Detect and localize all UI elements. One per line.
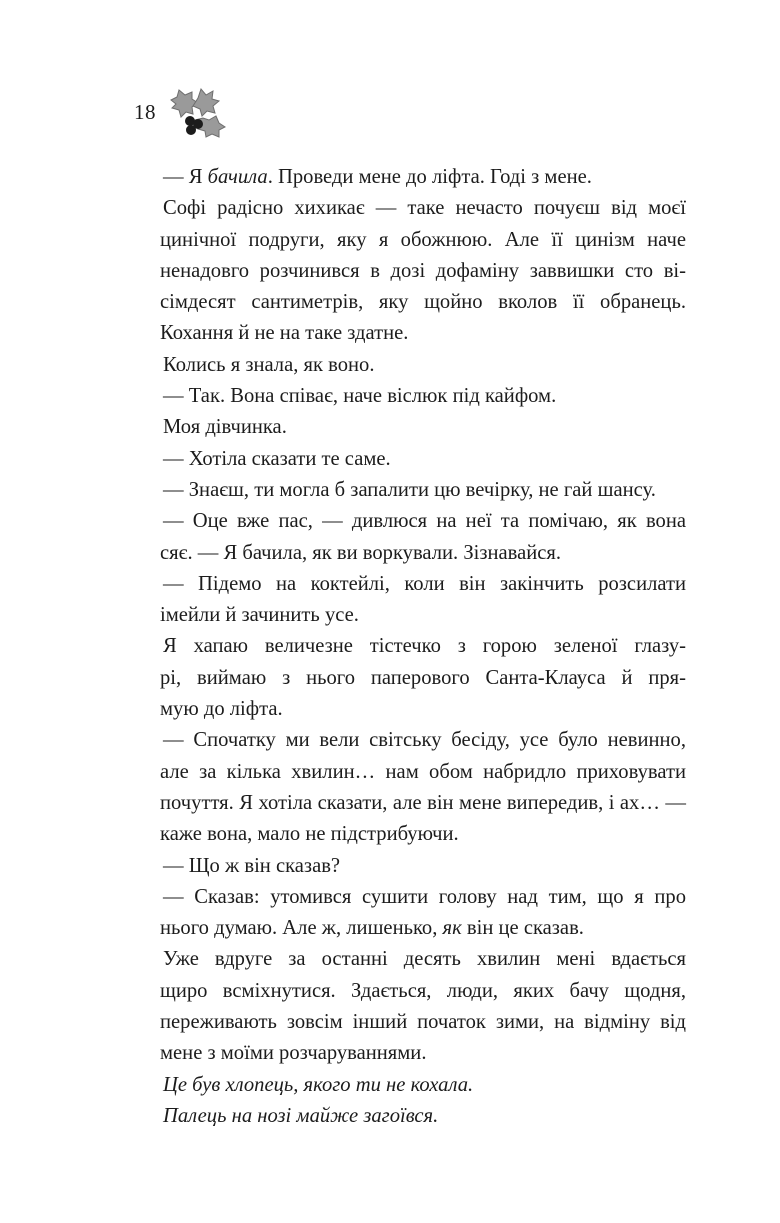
text-line	[163, 412, 686, 443]
text-line	[163, 475, 686, 506]
text-run: — Знаєш, ти могла б запалити цю вечірку, не гай шансу.	[163, 478, 656, 501]
text-line	[163, 1101, 686, 1132]
text-run: — Так. Вона співає, наче віслюк під кайфом.	[163, 385, 557, 408]
text-line	[160, 225, 686, 256]
text-run: імейли й зачинить усе.	[160, 604, 359, 627]
text-run: — Спочатку ми вели світську бесіду, усе було невинно,	[163, 729, 686, 752]
text-line	[160, 819, 686, 850]
italic-text: Це був хлопець, якого ти не кохала.	[163, 1073, 474, 1096]
text-run: Софі радісно хихикає — таке нечасто почуєш від моєї	[163, 197, 686, 220]
text-run: почуття. Я хотіла сказати, але він мене випередив, і ах… —	[160, 791, 686, 814]
holly-icon	[165, 86, 227, 138]
text-run: сяє. — Я бачила, як ви воркували. Зізнавайся.	[160, 541, 562, 564]
text-line	[163, 944, 686, 975]
text-run: щиро всміхнутися. Здається, люди, яких бачу щодня,	[160, 979, 686, 1002]
text-run: Уже вдруге за останні десять хвилин мені вдається	[163, 948, 686, 971]
text-line	[160, 976, 686, 1007]
text-line	[160, 538, 686, 569]
text-line	[160, 1038, 686, 1069]
text-line	[160, 287, 686, 318]
text-run: Колись я знала, як воно.	[163, 353, 375, 376]
text-line	[163, 569, 686, 600]
page-number: 18	[134, 100, 156, 124]
text-run: але за кілька хвилин… нам обом набридло приховувати	[160, 760, 686, 783]
text-line	[160, 913, 686, 944]
text-line	[163, 1070, 686, 1101]
text-line	[163, 882, 686, 913]
text-run: — Оце вже пас, — дивлюся на неї та помічаю, як вона	[163, 510, 686, 533]
text-run: Я хапаю величезне тістечко з горою зеленої глазу-	[163, 635, 686, 658]
text-line	[160, 318, 686, 349]
text-line	[163, 381, 686, 412]
italic-text: Палець на нозі майже загоївся.	[163, 1104, 439, 1127]
text-run: . Проведи мене до ліфта. Годі з мене.	[267, 166, 592, 188]
text-line	[160, 1007, 686, 1038]
text-line	[160, 663, 686, 694]
text-line	[160, 694, 686, 725]
text-run: — Сказав: утомився сушити голову над тим, що я про	[163, 885, 686, 908]
text-run: — Підемо на коктейлі, коли він закінчить розсилати	[163, 572, 686, 595]
text-run: рі, виймаю з нього паперового Санта-Клауса й пря-	[160, 666, 686, 689]
text-run: він це сказав.	[461, 917, 584, 940]
text-line	[163, 506, 686, 537]
text-line	[163, 193, 686, 224]
text-run: переживають зовсім інший початок зими, на відміну від	[160, 1011, 686, 1034]
text-run: — Я	[163, 166, 208, 188]
text-run: — Що ж він сказав?	[163, 854, 341, 877]
text-line	[163, 162, 686, 193]
text-run: каже вона, мало не підстрибуючи.	[160, 823, 459, 846]
text-line	[163, 444, 686, 475]
text-line	[160, 788, 686, 819]
text-line	[160, 600, 686, 631]
text-line	[163, 350, 686, 381]
text-run: ненадовго розчинився в дозі дофаміну заввишки сто ві-	[160, 259, 686, 282]
text-run: цинічної подруги, яку я обожнюю. Але її цинізм наче	[160, 228, 686, 251]
text-run: мене з моїми розчаруваннями.	[160, 1042, 427, 1065]
text-line	[163, 631, 686, 662]
text-run: мую до ліфта.	[160, 698, 283, 721]
text-run: Кохання й не на таке здатне.	[160, 322, 409, 345]
text-run: — Хотіла сказати те саме.	[163, 447, 391, 470]
italic-text: бачила	[207, 166, 268, 188]
text-line	[163, 851, 686, 882]
body-text	[160, 162, 686, 1132]
text-run: нього думаю. Але ж, лишенько,	[160, 917, 443, 940]
text-line	[160, 757, 686, 788]
text-run: Моя дівчинка.	[163, 416, 287, 439]
text-run: сімдесят сантиметрів, яку щойно вколов її обранець.	[160, 291, 686, 314]
text-line	[163, 725, 686, 756]
italic-text: як	[442, 917, 462, 940]
text-line	[160, 256, 686, 287]
